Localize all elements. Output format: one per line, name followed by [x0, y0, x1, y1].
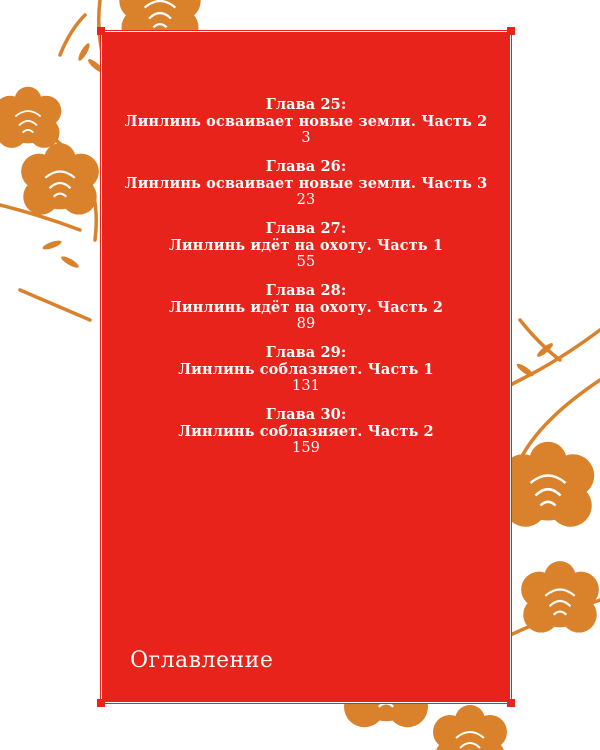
panel-corner-top-right	[507, 27, 515, 35]
page-number: 55	[296, 254, 316, 270]
chapter-number: Глава 29:	[265, 344, 347, 361]
chapter-title: Линлинь идёт на охоту. Часть 1	[168, 237, 444, 254]
contents-heading: Оглавление	[130, 648, 274, 673]
toc-entry[interactable]	[104, 406, 508, 457]
toc-entry[interactable]	[104, 282, 508, 333]
table-of-contents	[104, 96, 508, 468]
panel-corner-bottom-right	[507, 699, 515, 707]
page-number: 89	[296, 316, 316, 332]
chapter-number: Глава 28:	[265, 282, 347, 299]
chapter-title: Линлинь идёт на охоту. Часть 2	[168, 299, 444, 316]
chapter-title: Линлинь соблазняет. Часть 1	[178, 361, 434, 378]
chapter-number: Глава 25:	[265, 96, 347, 113]
toc-entry[interactable]	[104, 96, 508, 147]
page-number: 23	[296, 192, 316, 208]
chapter-title: Линлинь соблазняет. Часть 2	[178, 423, 434, 440]
chapter-title: Линлинь осваивает новые земли. Часть 2	[124, 113, 488, 130]
toc-entry[interactable]	[104, 220, 508, 271]
chapter-number: Глава 26:	[265, 158, 347, 175]
chapter-number: Глава 27:	[265, 220, 347, 237]
chapter-title: Линлинь осваивает новые земли. Часть 3	[124, 175, 488, 192]
panel-corner-top-left	[97, 27, 105, 35]
chapter-number: Глава 30:	[265, 406, 347, 423]
panel-corner-bottom-left	[97, 699, 105, 707]
toc-entry[interactable]	[104, 344, 508, 395]
page-number: 159	[292, 440, 320, 456]
toc-entry[interactable]	[104, 158, 508, 209]
page-number: 3	[301, 130, 311, 146]
page-number: 131	[292, 378, 320, 394]
